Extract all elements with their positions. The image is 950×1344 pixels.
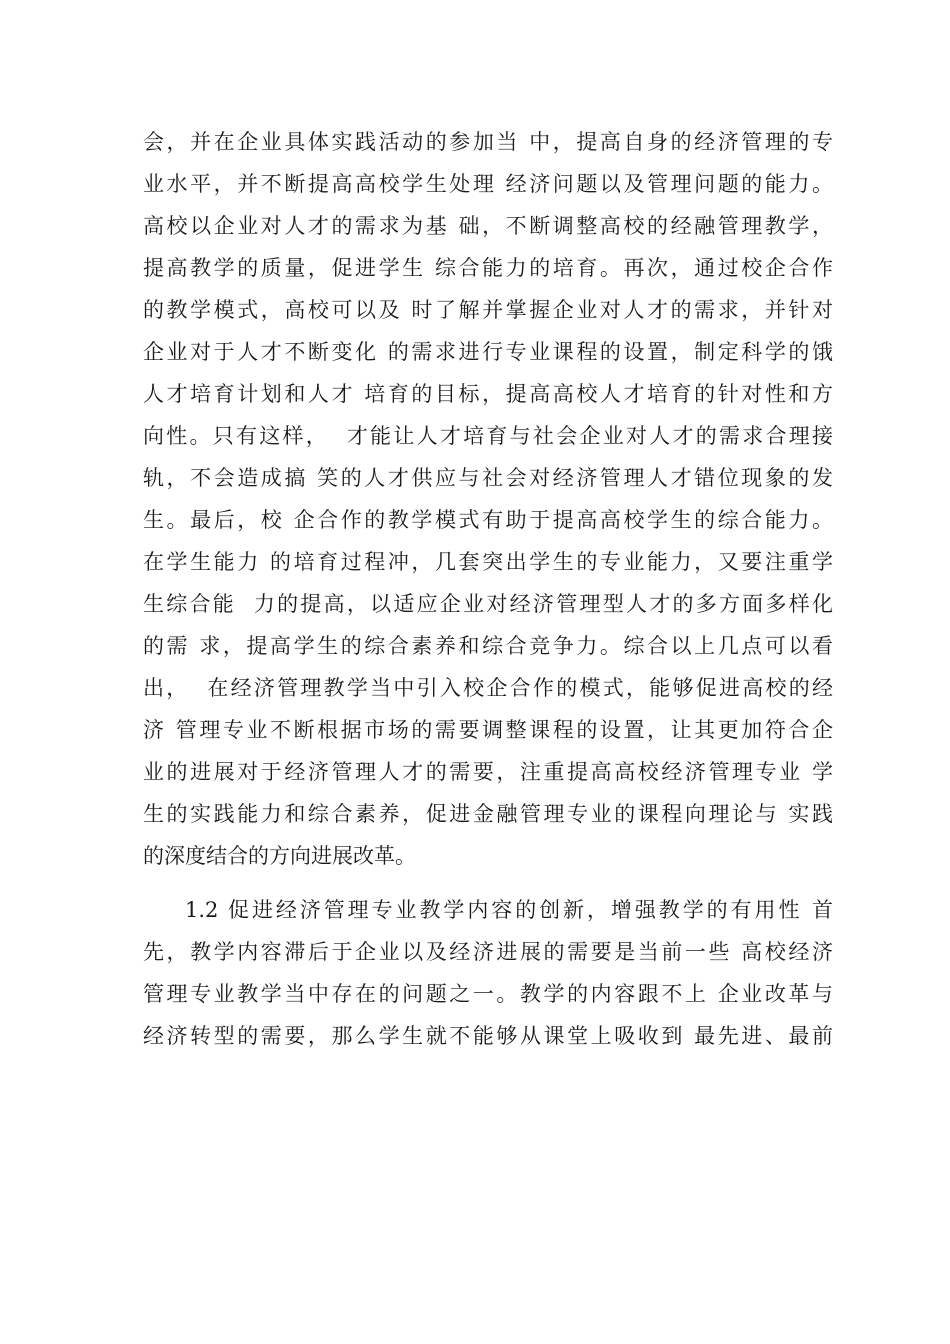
text-line: 会，并在企业具体实践活动的参加当 中，提高自身的经济管理的专 [143, 130, 833, 154]
text-line: 生。最后，校 企合作的教学模式有助于提高高校学生的综合能力。 [143, 508, 833, 532]
text-line: 生的实践能力和综合素养，促进金融管理专业的课程向理论与 实践 [143, 802, 833, 826]
text-line: 提高教学的质量，促进学生 综合能力的培育。再次，通过校企合作 [143, 256, 833, 280]
text-line: 的深度结合的方向进展改革。 [143, 844, 416, 868]
text-line: 向性。只有这样， 才能让人才培育与社会企业对人才的需求合理接 [143, 424, 833, 448]
paragraph-1 [143, 121, 833, 877]
text-line: 的教学模式，高校可以及 时了解并掌握企业对人才的需求，并针对 [143, 298, 833, 322]
text-line: 出， 在经济管理教学当中引入校企合作的模式，能够促进高校的经 [143, 676, 833, 700]
text-line: 高校以企业对人才的需求为基 础，不断调整高校的经融管理教学， [143, 214, 833, 238]
paragraph-gap [143, 877, 833, 889]
text-line: 轨，不会造成搞 笑的人才供应与社会对经济管理人才错位现象的发 [143, 466, 833, 490]
text-line: 先，教学内容滞后于企业以及经济进展的需要是当前一些 高校经济 [143, 940, 833, 964]
paragraph-2 [143, 889, 833, 1057]
text-line: 业水平，并不断提高高校学生处理 经济问题以及管理问题的能力。 [143, 172, 833, 196]
text-line: 1.2 促进经济管理专业教学内容的创新，增强教学的有用性 首 [185, 898, 833, 922]
text-line: 生综合能 力的提高，以适应企业对经济管理型人才的多方面多样化 [143, 592, 833, 616]
body-text [143, 121, 833, 1057]
text-line: 济 管理专业不断根据市场的需要调整课程的设置，让其更加符合企 [143, 718, 833, 742]
text-line: 在学生能力 的培育过程冲，几套突出学生的专业能力，又要注重学 [143, 550, 833, 574]
text-line: 的需 求，提高学生的综合素养和综合竞争力。综合以上几点可以看 [143, 634, 833, 658]
text-line: 经济转型的需要，那么学生就不能够从课堂上吸收到 最先进、最前 [143, 1024, 833, 1048]
text-line: 企业对于人才不断变化 的需求进行专业课程的设置，制定科学的饿 [143, 340, 833, 364]
text-line: 人才培育计划和人才 培育的目标，提高高校人才培育的针对性和方 [143, 382, 833, 406]
text-line: 管理专业教学当中存在的问题之一。教学的内容跟不上 企业改革与 [143, 982, 833, 1006]
text-line: 业的进展对于经济管理人才的需要，注重提高高校经济管理专业 学 [143, 760, 833, 784]
